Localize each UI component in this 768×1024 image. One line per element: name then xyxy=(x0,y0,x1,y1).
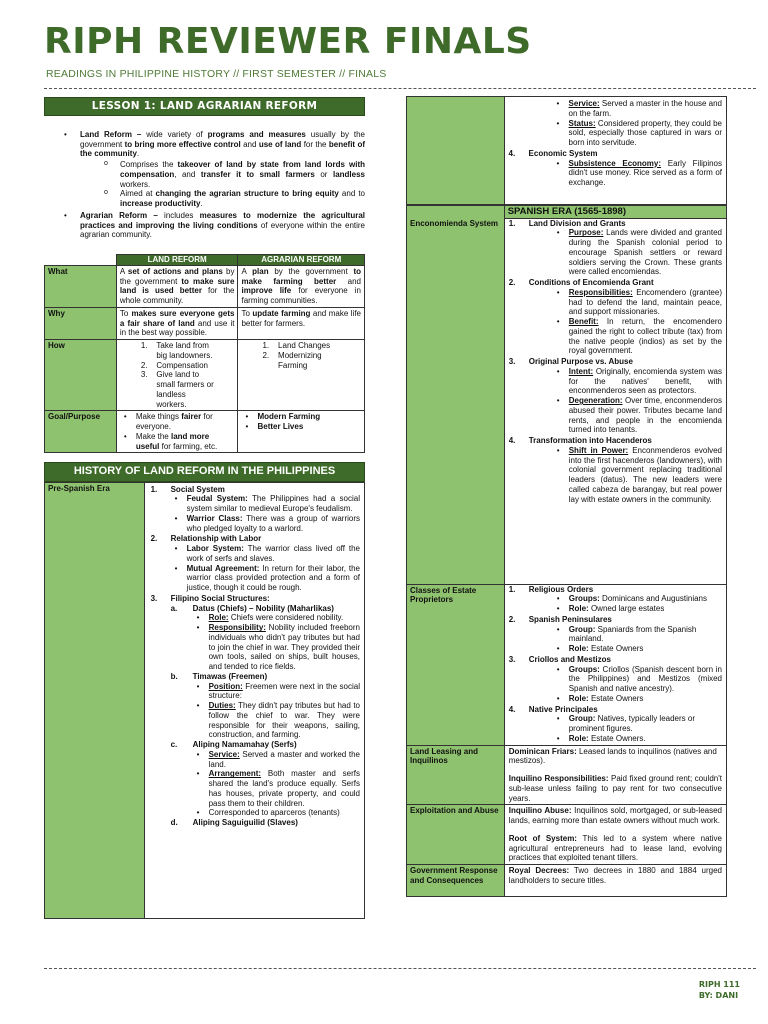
lesson1-heading: LESSON 1: LAND AGRARIAN REFORM xyxy=(44,97,365,116)
table-row: Land Leasing and Inquilinos Dominican Friars: Leased lands to inquilinos (natives and mestizos). Inquilino Responsibilities: Paid fixed ground rent; couldn't sub-lease unless failing to pay rent for two consecutive years. xyxy=(407,745,727,805)
table-row: Classes of Estate Proprietors 1. Religious Orders • Groups: Dominicans and Augustinians • Role: Owned large estates 2. Spanish Peninsulares • Group: Spaniards from the Spanish mainland. • Role: Estate Owners 3. Criollos and Mestizos • Groups: Criollos (Spanish descent born in the Philippines) and Mestizos (mixed Spanish and native ancestry). • Role: Estate Owners 4. Native Principales • Group: Natives, typically leaders or prominent figures. • Role: Estate Owners. xyxy=(407,584,727,745)
table-row: How 1. Take land from big landowners. 2. Compensation 3. Give land to small farmers or landless workers. 1. Land Changes 2. Modernizing Farming xyxy=(45,340,365,411)
table-row: Government Response and Consequences Royal Decrees: Two decrees in 1880 and 1884 urged landholders to secure titles. xyxy=(407,865,727,897)
history-heading: HISTORY OF LAND REFORM IN THE PHILIPPINES xyxy=(44,462,365,481)
row-label-land-leasing: Land Leasing and Inquilinos xyxy=(407,745,505,805)
table-row: Goal/Purpose • Make things fairer for everyone. • Make the land more useful for farming, etc. • Modern Farming • Better Lives xyxy=(45,411,365,453)
definition-sub-item: o Comprises the takeover of land by state from land lords with compensation, and transfer it to small farmers or landless workers. xyxy=(104,160,365,189)
row-label-how: How xyxy=(45,340,117,411)
row-label-government: Government Response and Consequences xyxy=(407,865,505,897)
right-column xyxy=(406,96,727,897)
definition-land-reform: • Land Reform – wide variety of programs and measures usually by the government to bring more effective control and use of land for the benefit of the community. o Comprises the takeover of land by state from land lords with compensation, and transfer it to small farmers or landless workers. o Aimed at changing the agrarian structure to bring equity and to increase productivity. xyxy=(62,130,365,209)
footer-course: RIPH 111 xyxy=(698,980,740,989)
definition-agrarian-reform: • Agrarian Reform – includes measures to modernize the agricultural practices and improving the living conditions of everyone within the entire agrarian community. xyxy=(62,211,365,240)
table-row: Why To makes sure everyone gets a fair share of land and use it in the best way possible. To update farming and make life better for farmers. xyxy=(45,307,365,339)
table-row: Exploitation and Abuse Inquilino Abuse: Inquilinos sold, mortgaged, or sub-leased lands, earning more than estate owners without much work. Root of System: This led to a system where native agricultural entrepreneurs had to lease land, evolving practices that exploited tenant tillers. xyxy=(407,805,727,865)
table-row: Enconomienda System 1. Land Division and Grants • Purpose: Lands were divided and granted during the Spanish colonial period to encourage Spanish settlers or reward soldiers serving the Crown. These grants were called encomiendas. 2. Conditions of Encomienda Grant • Responsibilities: Encomendero (grantee) had to defend the land, maintain peace, and support missionaries. • Benefit: In return, the encomendero gained the right to collect tribute (tax) from the native people (indios) as set by the royal government. 3. Original Purpose vs. Abuse • Intent: Originally, encomienda system was for the natives' benefit, with enconmenderos seen as protectors. • Degeneration: Over time, enconmenderos abused their power. Tributes became land rents, and people in the encomienda turned into tenants. 4. Transformation into Hacenderos • Shift in Power: Enconmenderos evolved into the first hacenderos (landowners), with colonial government replacing traditional leaders (datus). The new leaders were called cabeza de barangay, but real power lay with estate owners in the community. xyxy=(407,218,727,584)
left-column xyxy=(44,97,365,919)
footer xyxy=(699,980,740,1002)
top-divider xyxy=(44,88,756,89)
definition-sub-item: o Aimed at changing the agrarian structure to bring equity and to increase productivity. xyxy=(104,189,365,209)
spanish-era-heading: SPANISH ERA (1565-1898) xyxy=(504,206,726,219)
row-label-classes: Classes of Estate Proprietors xyxy=(407,584,505,745)
history-table: Pre-Spanish Era 1. Social System • Feudal System: The Philippines had a social system similar to medieval Europe's feudalism. • Warrior Class: There was a group of warriors who pledged loyalty to a warlord. 2. Relationship with Labor • Labor System: The warrior class lived off the work of serfs and slaves. • Mutual Agreement: In return for their labor, the warrior class provided protection and a form of justice, though it could be rough. 3. Filipino Social Structures: a. Datus (Chiefs) – Nobility (Maharlikas) • Role: Chiefs were considered nobility. • Responsibility: Nobility included freeborn individuals who didn't pay tributes but had to join the chief in war. They provided their own tools, sailed on ships, built houses, and tended to rice fields. b. Timawas (Freemen) • Position: Freemen were next in the social structure: • Duties: They didn't pay tributes but had to follow the chief to war. They were responsible for their weapons, sailing, construction, and farming. c. Aliping Namamahay (Serfs) • Service: Served a master and worked the land. • Arrangement: Both master and serfs shared the land's produce equally. Serfs has houses, private property, and could pass them to their children. • Corresponded to aparceros (tenants) d. Aliping Saguiguilid (Slaves) xyxy=(44,482,365,919)
bottom-divider xyxy=(44,968,756,969)
row-label-goal: Goal/Purpose xyxy=(45,411,117,453)
col-agrarian-reform: AGRARIAN REFORM xyxy=(238,255,365,266)
comparison-table xyxy=(44,254,365,453)
col-land-reform: LAND REFORM xyxy=(116,255,238,266)
lesson1-definitions xyxy=(62,130,365,240)
row-label-what: What xyxy=(45,265,117,307)
spanish-table xyxy=(406,205,727,897)
spanish-table-top: • Service: Served a master in the house and on the farm. • Status: Considered property, they could be sold, especially those captured in wars or born into servitude. 4. Economic System • Subsistence Economy: Early Filipinos didn't use money. Rice served as a form of exchange. xyxy=(406,96,727,205)
row-label-why: Why xyxy=(45,307,117,339)
page-title: RIPH REVIEWER FINALS xyxy=(44,21,532,62)
row-label-encomienda: Enconomienda System xyxy=(407,218,505,584)
table-row: What A set of actions and plans by the government to make sure land is used better for the whole community. A plan by the government to make farming better and improve life for everyone in farming communities. xyxy=(45,265,365,307)
row-label-exploitation: Exploitation and Abuse xyxy=(407,805,505,865)
footer-author: BY: DANI xyxy=(698,990,739,1000)
page-subtitle: READINGS IN PHILIPPINE HISTORY // FIRST SEMESTER // FINALS xyxy=(46,68,387,80)
row-label-pre-spanish: Pre-Spanish Era xyxy=(45,482,145,918)
